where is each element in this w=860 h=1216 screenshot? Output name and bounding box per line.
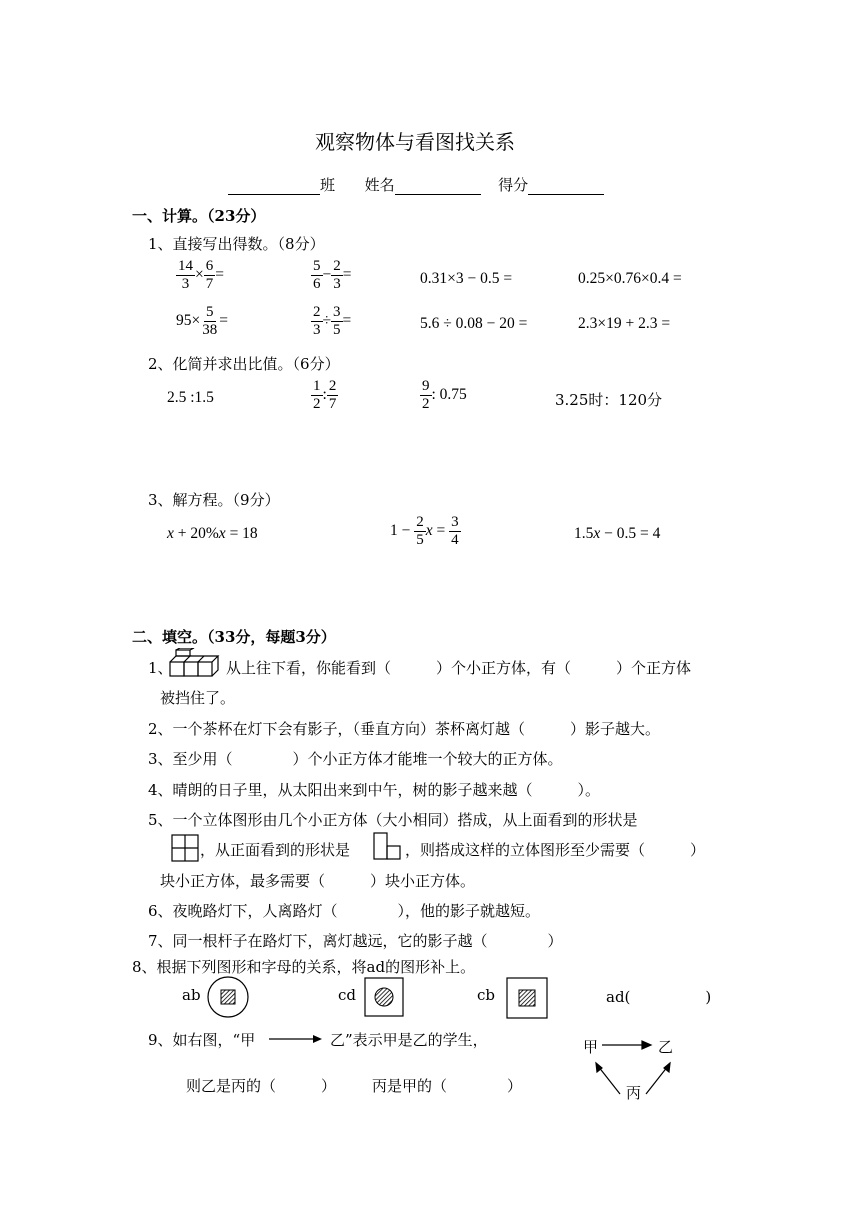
q1-label: 1、直接写出得数。（8分） (148, 235, 325, 253)
shape-label-ad[interactable]: ad( ) (606, 988, 712, 1006)
expr-2: $\frac{5}{6}$ − $\frac{2}{3}$ = (313, 258, 352, 292)
fill-q3: 3、至少用（ ）个小正方体才能堆一个较大的正方体。 (148, 750, 563, 768)
square-circle-icon (364, 977, 404, 1017)
circle-square-icon (206, 975, 250, 1019)
cubes-figure-icon (168, 648, 220, 680)
ratio-4: 3.25时：120分 (555, 391, 663, 409)
shape-label-cd: cd (338, 986, 357, 1004)
fill-q1-text-cont: 被挡住了。 (160, 689, 236, 707)
ratio-1: 2.5 :1.5 (167, 389, 214, 406)
fill-q9-b: 乙”表示甲是乙的学生， (330, 1031, 488, 1049)
section-2-heading: 二、填空。（33分，每题3分） (132, 628, 336, 646)
fill-q7: 7、同一根杆子在路灯下，离灯越远，它的影子越（ ） (148, 932, 563, 950)
shape-label-cb: cb (477, 986, 496, 1004)
fill-q2: 2、一个茶杯在灯下会有影子，（垂直方向）茶杯离灯越（ ）影子越大。 (148, 720, 661, 738)
top-view-grid-icon (171, 834, 199, 862)
ratio-2: $\frac{1}{2}$ : $\frac{2}{7}$ (313, 378, 337, 412)
class-label: 班 (320, 176, 336, 194)
score-blank[interactable] (528, 178, 604, 195)
diagram-yi: 乙 (658, 1038, 674, 1056)
section-1-heading: 一、计算。（23分） (132, 207, 266, 225)
expr-8: 2.3×19 + 2.3 = (578, 315, 671, 332)
class-blank[interactable] (228, 178, 320, 195)
score-label: 得分 (498, 176, 529, 194)
name-blank[interactable] (395, 178, 481, 195)
relation-arrows-icon (580, 1036, 690, 1100)
diagram-bing: 丙 (626, 1084, 642, 1102)
expr-7: 5.6 ÷ 0.08 − 20 = (420, 315, 528, 332)
equation-1: x + 20%x = 18 (167, 525, 258, 542)
fill-q5-d: 块小正方体，最多需要（ ）块小正方体。 (160, 872, 476, 890)
fill-q1-number: 1、 (148, 659, 173, 677)
fill-q9-c: 则乙是丙的（ ） (186, 1077, 337, 1095)
expr-4: 0.25×0.76×0.4 = (578, 270, 682, 287)
fill-q9-a: 9、如右图，“甲 (148, 1031, 256, 1049)
fill-q5-a: 5、一个立体图形由几个小正方体（大小相同）搭成，从上面看到的形状是 (148, 811, 638, 829)
q2-label: 2、化简并求出比值。（6分） (148, 355, 340, 373)
front-view-grid-icon (373, 832, 401, 860)
fill-q1-text: 从上往下看，你能看到（ ）个小正方体，有（ ）个正方体 (226, 659, 692, 677)
ratio-3: $\frac{9}{2}$ : 0.75 (422, 378, 467, 412)
fill-q4: 4、晴朗的日子里，从太阳出来到中午，树的影子越来越（ ）。 (148, 781, 601, 799)
page-title: 观察物体与看图找关系 (315, 130, 515, 154)
fill-q5-b: ，从正面看到的形状是 (200, 841, 351, 859)
student-info-line (228, 174, 604, 195)
q3-label: 3、解方程。（9分） (148, 491, 280, 509)
expr-6: $\frac{2}{3}$ ÷ $\frac{3}{5}$ = (313, 304, 352, 338)
fill-q5-c: ，则搭成这样的立体图形至少需要（ ） (405, 841, 706, 859)
square-square-icon (506, 977, 548, 1019)
fill-q6: 6、夜晚路灯下，人离路灯（ ），他的影子就越短。 (148, 902, 541, 920)
fill-q9-d: 丙是甲的（ ） (372, 1077, 523, 1095)
fill-q8: 8、根据下列图形和字母的关系，将ad的图形补上。 (132, 958, 476, 976)
expr-1: $\frac{14}{3}$ × $\frac{6}{7}$ = (178, 258, 224, 292)
name-label: 姓名 (364, 176, 395, 194)
arrow-right-icon (269, 1032, 323, 1044)
equation-2: 1 − $\frac{2}{5}$ x = $\frac{3}{4}$ (390, 514, 459, 548)
expr-3: 0.31×3 − 0.5 = (420, 270, 513, 287)
equation-3: 1.5x − 0.5 = 4 (574, 525, 661, 542)
shape-label-ab: ab (182, 986, 201, 1004)
expr-5: 95× $\frac{5}{38}$ = (176, 304, 228, 338)
diagram-jia: 甲 (583, 1038, 599, 1056)
